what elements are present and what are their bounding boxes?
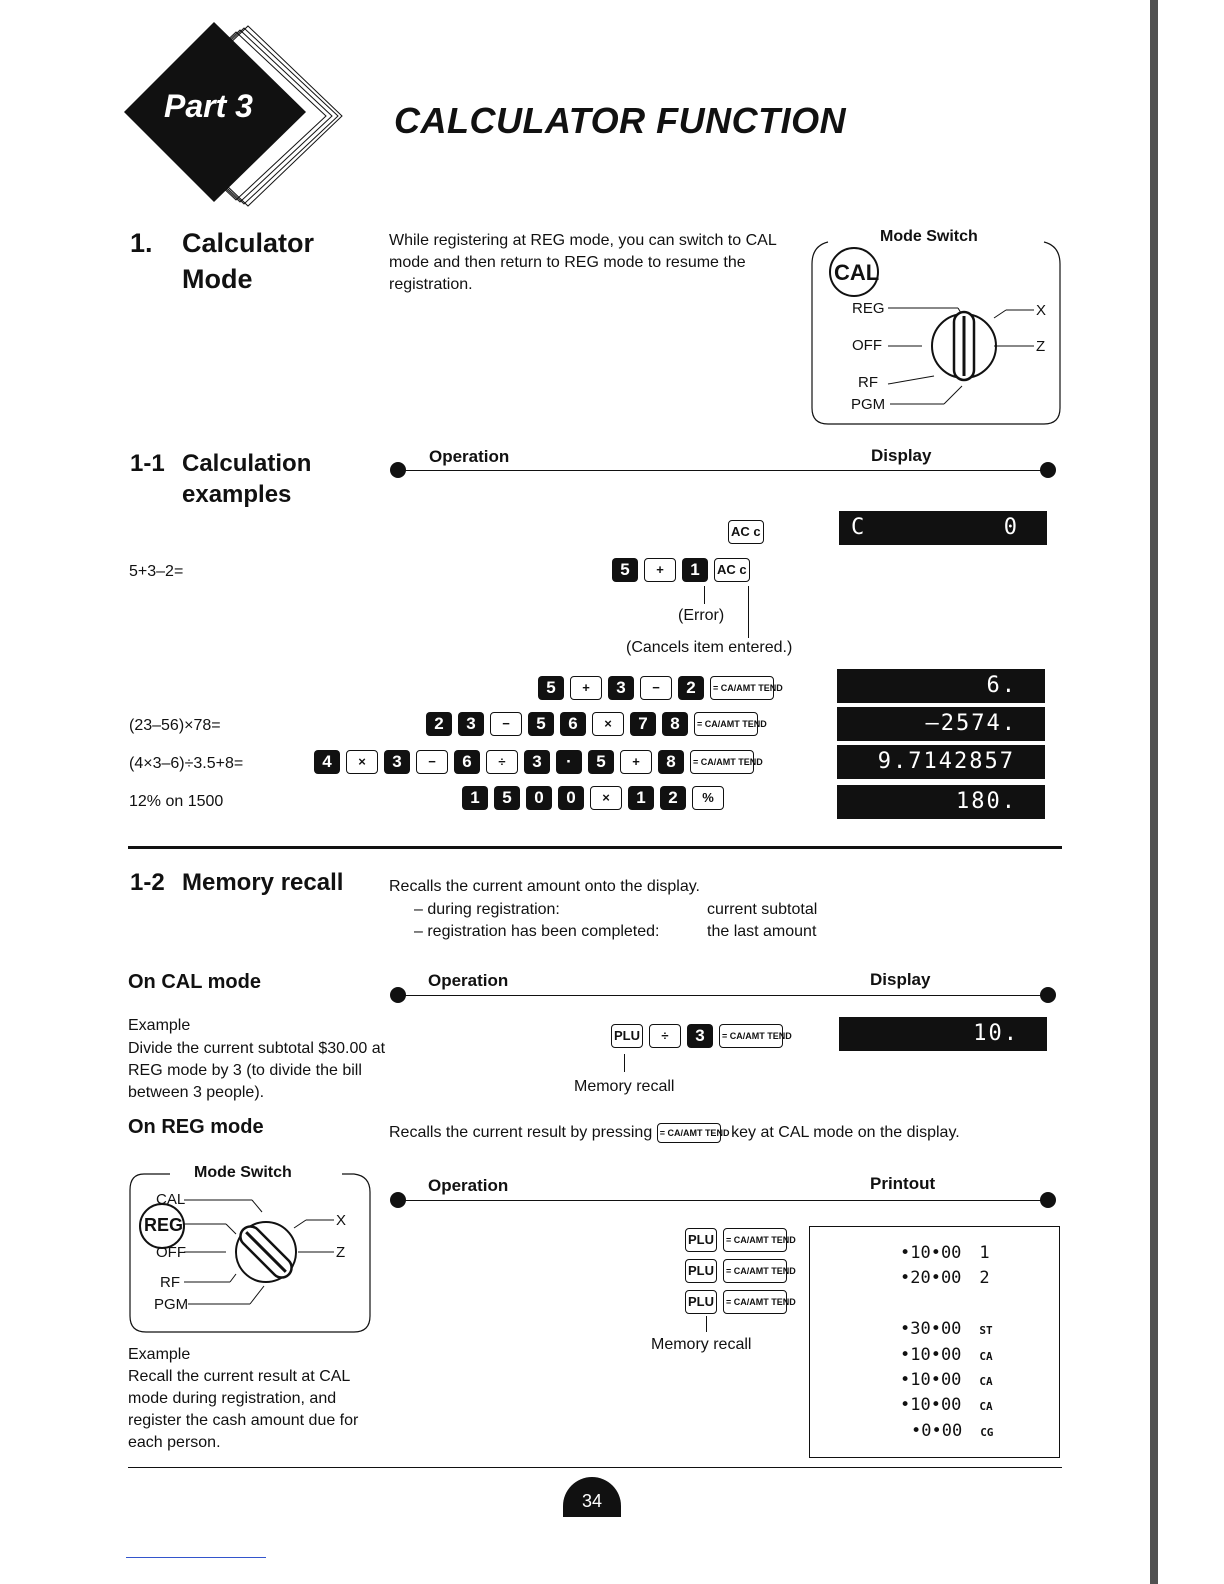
display-readout: –2574. — [837, 707, 1045, 741]
display-header: Display — [870, 970, 931, 989]
x-label: X — [336, 1212, 347, 1229]
minus-key[interactable]: − — [416, 750, 448, 774]
percent-key[interactable]: % — [692, 786, 724, 810]
divide-key[interactable]: ÷ — [649, 1024, 681, 1048]
key-sequence — [685, 1228, 796, 1252]
z-label: Z — [336, 1244, 346, 1261]
minus-key[interactable]: − — [640, 676, 672, 700]
digit-key[interactable]: 8 — [658, 750, 684, 774]
section-title: Calculation — [182, 450, 312, 477]
digit-key[interactable]: 3 — [524, 750, 550, 774]
example-label: Example — [128, 1346, 191, 1363]
memory-recall-note: Memory recall — [574, 1078, 675, 1095]
recall-item-value: the last amount — [707, 923, 817, 940]
off-label: OFF — [156, 1244, 186, 1261]
tend-key[interactable]: = CA/AMT TEND — [723, 1290, 787, 1314]
plus-key[interactable]: + — [644, 558, 676, 582]
display-readout: 10. — [839, 1017, 1047, 1051]
example-label: (4×3–6)÷3.5+8= — [129, 755, 244, 772]
part-label: Part 3 — [164, 88, 253, 124]
digit-key[interactable]: 3 — [687, 1024, 713, 1048]
section-description: Recalls the current amount onto the display. — [389, 878, 700, 895]
plu-key[interactable]: PLU — [611, 1024, 643, 1048]
page-title: CALCULATOR FUNCTION — [394, 100, 847, 141]
ac-key[interactable]: AC c — [714, 558, 750, 582]
plus-key[interactable]: + — [570, 676, 602, 700]
x-label: X — [1036, 302, 1047, 319]
digit-key[interactable]: 0 — [558, 786, 584, 810]
z-label: Z — [1036, 338, 1046, 355]
printout-line: •0•00 CG — [911, 1421, 994, 1441]
mode-switch-diagram — [808, 224, 1062, 428]
pgm-label: PGM — [154, 1296, 189, 1313]
divide-key[interactable]: ÷ — [486, 750, 518, 774]
section-number: 1-2 — [130, 869, 165, 896]
off-label: OFF — [852, 337, 882, 354]
key-sequence — [685, 1259, 796, 1283]
digit-key[interactable]: 3 — [384, 750, 410, 774]
display-readout: 180. — [837, 785, 1045, 819]
display-readout: C 0 — [839, 511, 1047, 545]
digit-key[interactable]: 3 — [608, 676, 634, 700]
plu-key[interactable]: PLU — [685, 1228, 717, 1252]
key-sequence — [314, 750, 763, 774]
section-number: 1. — [130, 228, 153, 258]
display-readout: 6. — [837, 669, 1045, 703]
recall-item-label: – registration has been completed: — [414, 923, 660, 940]
example-label: 12% on 1500 — [129, 793, 224, 810]
key-sequence — [426, 712, 767, 736]
pgm-label: PGM — [851, 396, 886, 413]
digit-key[interactable]: 2 — [426, 712, 452, 736]
tend-key[interactable]: = CA/AMT TEND — [723, 1259, 787, 1283]
digit-key[interactable]: 5 — [528, 712, 554, 736]
display-readout: 9.7142857 — [837, 745, 1045, 779]
digit-key[interactable]: 3 — [458, 712, 484, 736]
digit-key[interactable]: 7 — [630, 712, 656, 736]
printout-header: Printout — [870, 1174, 936, 1193]
section-title: Memory recall — [182, 869, 344, 896]
section-title: Calculator — [182, 228, 315, 258]
subsection-title: On CAL mode — [128, 971, 261, 993]
tend-key[interactable]: = CA/AMT TEND — [719, 1024, 783, 1048]
cal-label: CAL — [156, 1191, 186, 1208]
digit-key[interactable]: 4 — [314, 750, 340, 774]
example-text: Divide the current subtotal $30.00 at REG mode by 3 (to divide the bill between 3 people). — [128, 1040, 386, 1101]
section-description: While registering at REG mode, you can switch to CAL mode and then return to REG mode to resume the registration. — [389, 232, 777, 293]
mode-switch-diagram — [126, 1160, 374, 1336]
tend-key[interactable]: = CA/AMT TEND — [690, 750, 754, 774]
tend-key[interactable]: = CA/AMT TEND — [657, 1123, 721, 1143]
printout-line: •10•00 1 — [900, 1243, 990, 1263]
display-header: Display — [871, 446, 932, 465]
example-label: (23–56)×78= — [129, 717, 221, 734]
key-sequence — [462, 786, 730, 810]
digit-key[interactable]: 2 — [678, 676, 704, 700]
reg-label: REG — [852, 300, 885, 317]
tend-key[interactable]: = CA/AMT TEND — [694, 712, 758, 736]
example-text: Recall the current result at CAL mode during registration, and register the cash amount due for each person. — [128, 1368, 359, 1451]
key-sequence — [611, 1024, 792, 1048]
digit-key[interactable]: 1 — [462, 786, 488, 810]
operation-header: Operation — [428, 1176, 509, 1195]
reg-label: REG — [144, 1215, 184, 1235]
printout-receipt — [809, 1226, 1060, 1458]
rf-label: RF — [858, 374, 878, 391]
times-key[interactable]: × — [592, 712, 624, 736]
cancel-note: (Cancels item entered.) — [626, 639, 793, 656]
mode-switch-title: Mode Switch — [194, 1164, 292, 1181]
printout-line: •10•00 CA — [900, 1370, 993, 1390]
printout-line: •10•00 CA — [900, 1395, 993, 1415]
dot-key[interactable]: · — [556, 750, 582, 774]
ac-key[interactable]: AC c — [728, 520, 764, 544]
key-sequence — [612, 558, 756, 582]
digit-key[interactable]: 5 — [612, 558, 638, 582]
times-key[interactable]: × — [346, 750, 378, 774]
digit-key[interactable]: 6 — [454, 750, 480, 774]
digit-key[interactable]: 1 — [682, 558, 708, 582]
minus-key[interactable]: − — [490, 712, 522, 736]
example-label: 5+3–2= — [129, 563, 184, 580]
mode-switch-title: Mode Switch — [880, 228, 978, 245]
digit-key[interactable]: 0 — [526, 786, 552, 810]
printout-line: •30•00 ST — [900, 1319, 993, 1339]
times-key[interactable]: × — [590, 786, 622, 810]
section-title: examples — [182, 481, 292, 508]
page-number-badge — [563, 1477, 621, 1517]
page-number: 34 — [581, 1491, 603, 1511]
digit-key[interactable]: 2 — [660, 786, 686, 810]
key-sequence — [728, 520, 770, 544]
printout-line: •20•00 2 — [900, 1268, 990, 1288]
digit-key[interactable]: 5 — [588, 750, 614, 774]
reg-mode-description: Recalls the current result by pressing = CA/AMT TEND key at CAL mode on the display. — [389, 1124, 960, 1141]
error-note: (Error) — [678, 607, 725, 624]
tend-key[interactable]: = CA/AMT TEND — [723, 1228, 787, 1252]
operation-header: Operation — [429, 447, 510, 466]
section-number: 1-1 — [130, 450, 165, 477]
example-label: Example — [128, 1017, 191, 1034]
plu-key[interactable]: PLU — [685, 1290, 717, 1314]
digit-key[interactable]: 1 — [628, 786, 654, 810]
part-badge — [120, 20, 360, 210]
recall-item-value: current subtotal — [707, 901, 818, 918]
digit-key[interactable]: 5 — [494, 786, 520, 810]
memory-recall-note: Memory recall — [651, 1336, 752, 1353]
tend-key[interactable]: = CA/AMT TEND — [710, 676, 774, 700]
digit-key[interactable]: 6 — [560, 712, 586, 736]
cal-label: CAL — [834, 260, 880, 285]
section-title: Mode — [182, 264, 253, 294]
printout-line: •10•00 CA — [900, 1345, 993, 1365]
digit-key[interactable]: 5 — [538, 676, 564, 700]
key-sequence — [538, 676, 783, 700]
key-sequence — [685, 1290, 796, 1314]
recall-item-label: – during registration: — [414, 901, 560, 918]
subsection-title: On REG mode — [128, 1116, 264, 1138]
operation-header: Operation — [428, 971, 509, 990]
rf-label: RF — [160, 1274, 180, 1291]
plu-key[interactable]: PLU — [685, 1259, 717, 1283]
plus-key[interactable]: + — [620, 750, 652, 774]
scan-edge — [1150, 0, 1158, 1584]
digit-key[interactable]: 8 — [662, 712, 688, 736]
